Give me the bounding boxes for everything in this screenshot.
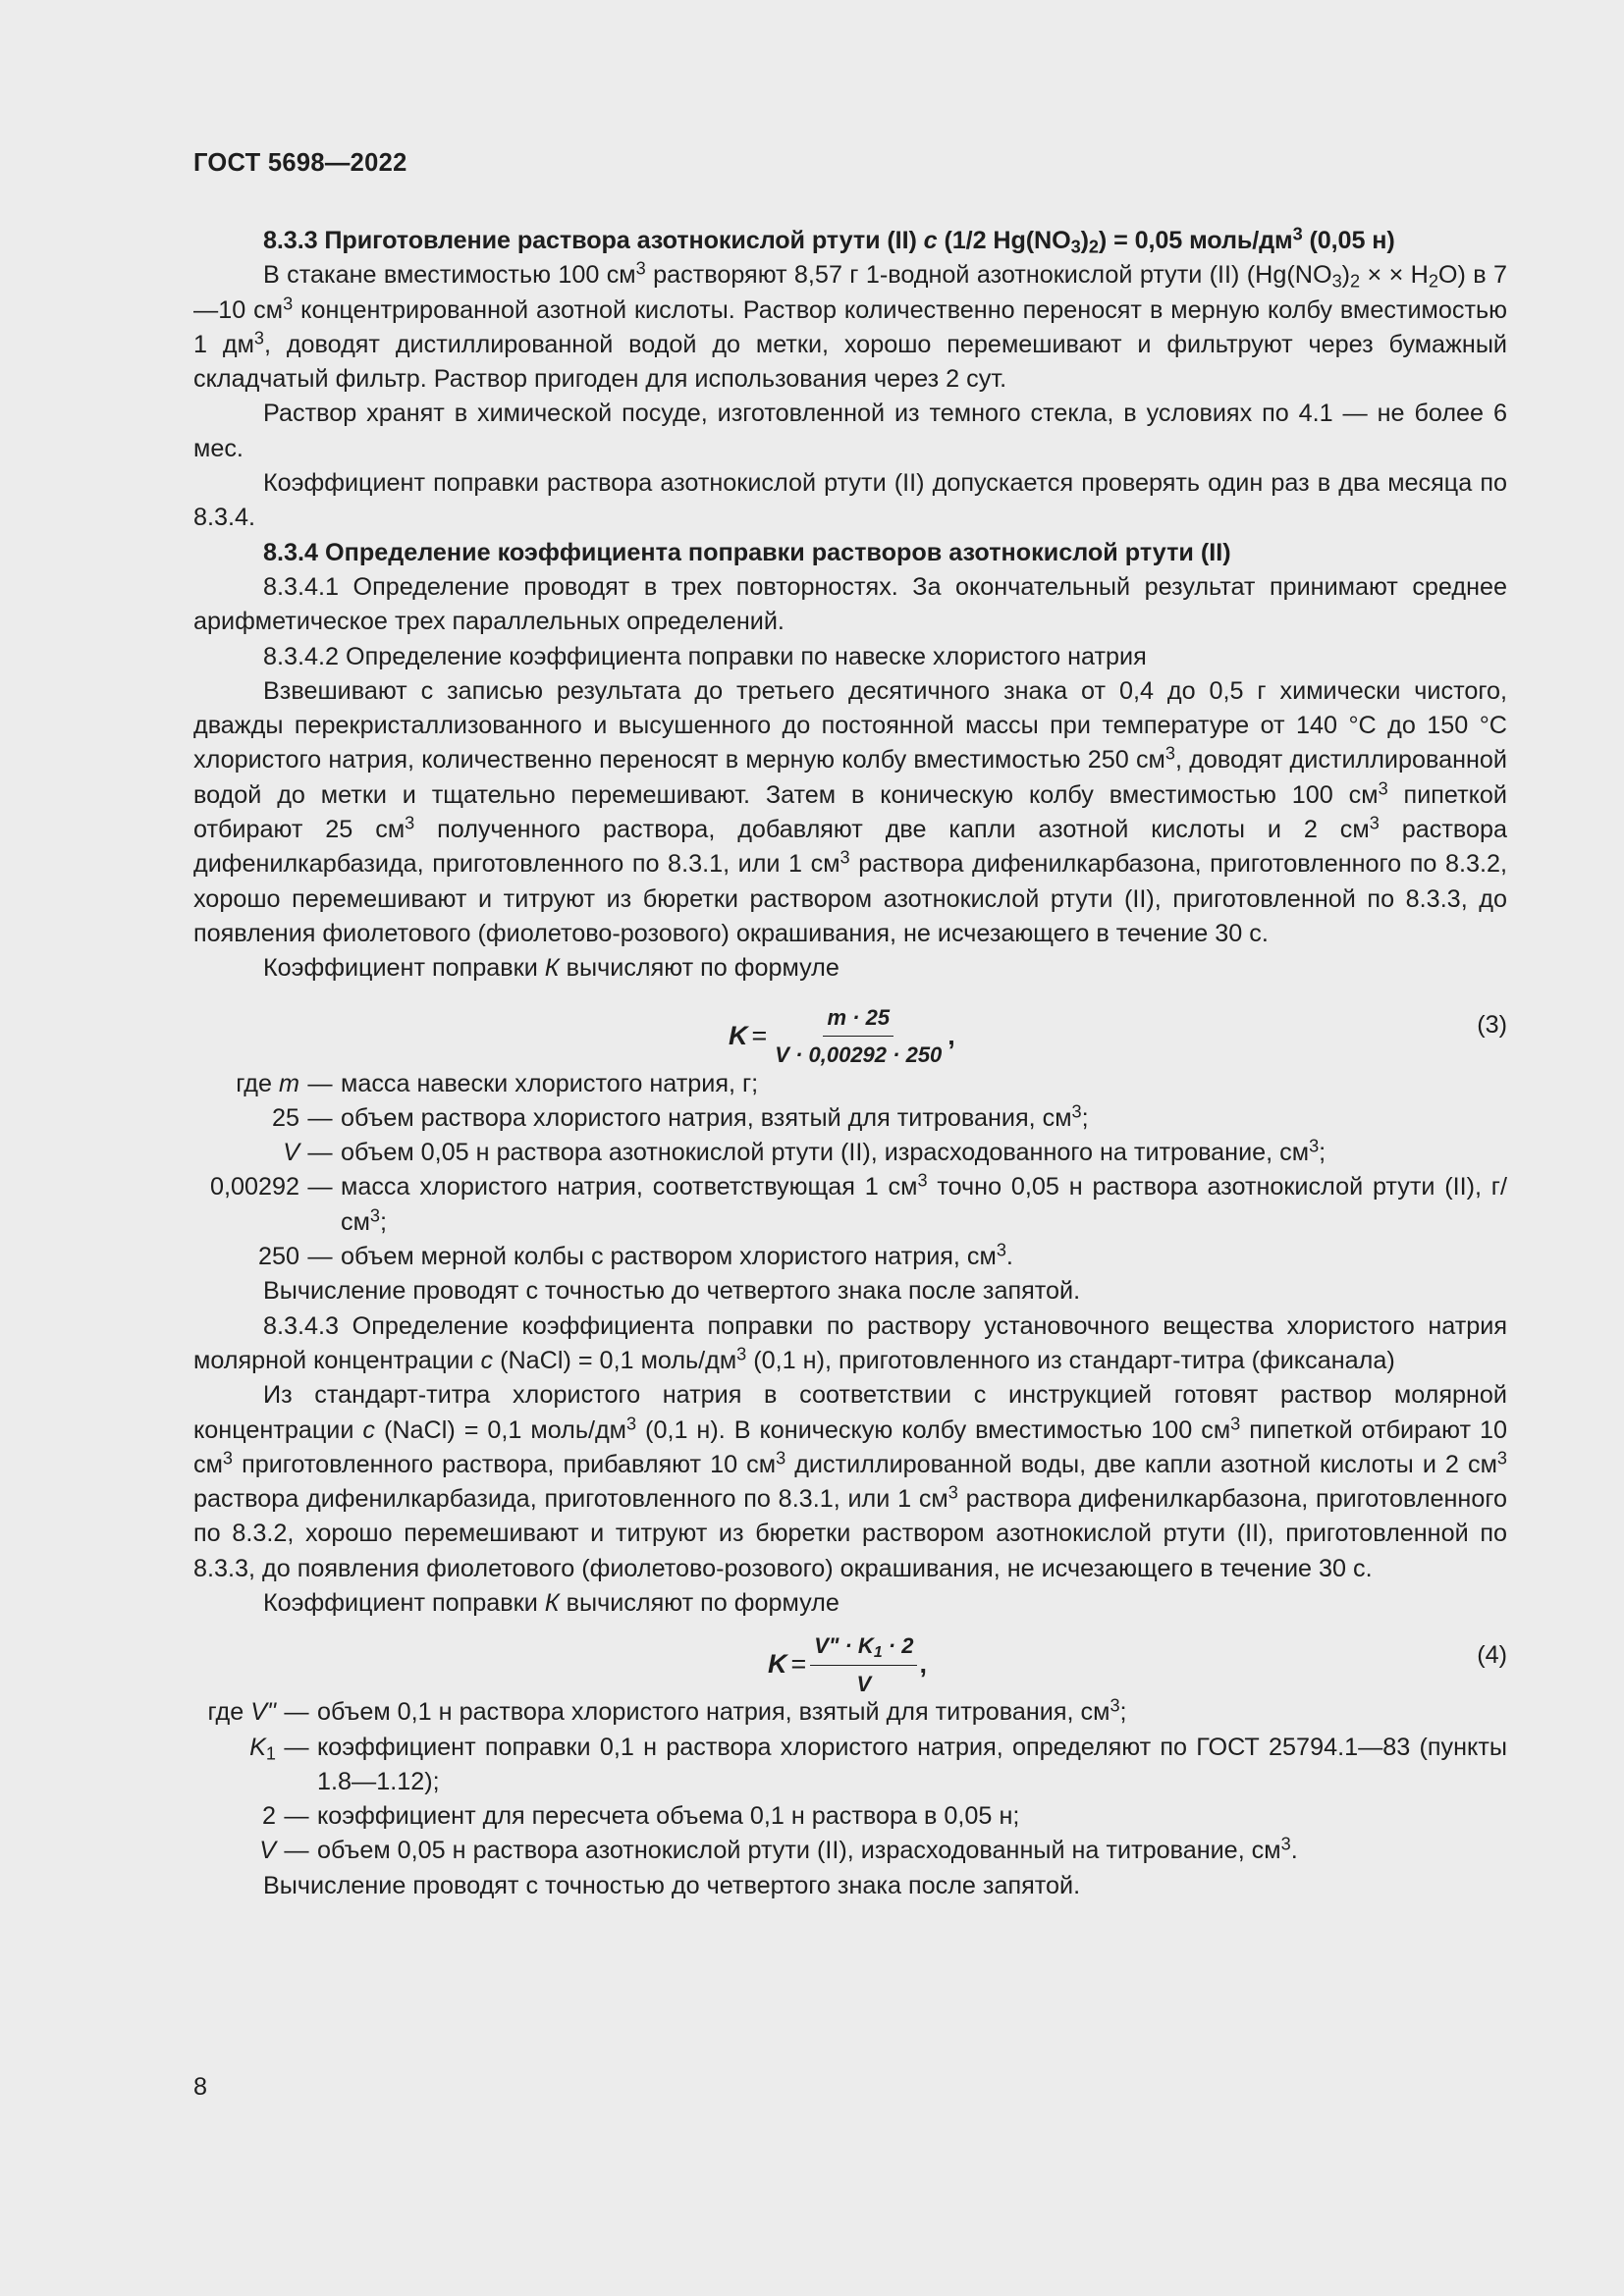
- section-8-3-3-title: 8.3.3 Приготовление раствора азотнокислой ртути (II) c (1/2 $Hg(NO_3)_2) = 0,05$ моль/$дм^3$ (0,05 н): [263, 224, 1395, 257]
- legend-row: 25 — объем раствора хлористого натрия, взятый для титрования, $см^3$;: [271, 1101, 1089, 1132]
- paragraph: Из стандарт-титра хлористого натрия в соответствии с инструкцией готовят раствор молярной концентрации c (NaCl) = 0,1 моль/$дм^3$ (0,1 н). В коническую колбу вместимостью 100 $см^3$ пипеткой отбирают 10 $см^3$ приготовленного раствора, прибавляют 10 $см^3$ дистиллированной воды, две капли азотной кислоты и 2 $см^3$ раствора дифенилкарбазида, приготовленного по 8.3.1, или 1 $см^3$ раствора дифенилкарбазона, приготовленного по 8.3.2, хорошо перемешивают и титруют из бюретки раствором азотнокислой ртути (II), приготовленной по 8.3.3, до появления фиолетового (фиолетово-розового) окрашивания, не исчезающего в течение 30 с.: [193, 1381, 1507, 1582]
- legend-row: где m — масса навески хлористого натрия, г;: [236, 1069, 759, 1097]
- formula-lhs: K: [729, 1020, 748, 1050]
- paragraph: Коэффициент поправки К вычисляют по формуле: [263, 954, 839, 983]
- denominator: V · 0,00292 · 250: [775, 1041, 943, 1067]
- legend-row: 250 — объем мерной колбы с раствором хлористого натрия, $см^3$.: [257, 1240, 1013, 1271]
- paragraph: Взвешивают с записью результата до третьего десятичного знака от 0,4 до 0,5 г химически чистого, дважды перекристаллизованного и высушенного до постоянной массы при температуре от 140 °C до 150 °C хлористого натрия, количественно переносят в мерную колбу вместимостью 250 $см^3$, доводят дистиллированной водой до метки и тщательно перемешивают. Затем в коническую колбу вместимостью 100 $см^3$ пипеткой отбирают 25 $см^3$ полученного раствора, добавляют две капли азотной кислоты и 2 $см^3$ раствора дифенилкарбазида, приготовленного по 8.3.1, или 1 $см^3$ раствора дифенилкарбазона, приготовленного по 8.3.2, хорошо перемешивают и титруют из бюретки раствором азотнокислой ртути (II), приготовленной по 8.3.3, до появления фиолетового (фиолетово-розового) окрашивания, не исчезающего в течение 30 с.: [193, 676, 1508, 947]
- paragraph: В стакане вместимостью 100 $см^3$ растворяют 8,57 г 1-водной азотнокислой ртути (II) ($Hg(NO_3)_2$ × × $H_2O$) в 7—10 $см^3$ концентрированной азотной кислоты. Раствор количественно переносят в мерную колбу вместимостью 1 $дм^3$, доводят дистиллированной водой до метки, хорошо перемешивают и фильтруют через бумажный складчатый фильтр. Раствор пригоден для использования через 2 сут.: [193, 258, 1508, 394]
- denominator: V: [856, 1671, 872, 1696]
- formula-4-legend: [193, 1695, 1507, 1868]
- page-number: 8: [193, 2073, 208, 2101]
- fraction: [771, 1000, 946, 1073]
- numerator: V" · $K_1 \cdot 2$: [810, 1629, 917, 1665]
- legend-row: 2 — коэффициент для пересчета объема 0,1 н раствора в 0,05 н;: [261, 1802, 1020, 1831]
- legend-row: $K_1$ — коэффициент поправки 0,1 н раствора хлористого натрия, определяют по ГОСТ 25794.1—83 (пункты 1.8—1.12);: [249, 1733, 1507, 1795]
- legend-row: 0,00292 — масса хлористого натрия, соответствующая 1 $см^3$ точно 0,05 н раствора азотнокислой ртути (II), $г/см^3$;: [209, 1170, 1507, 1236]
- formula-number: (3): [1477, 1010, 1507, 1039]
- formula-4: [193, 1621, 1507, 1695]
- numerator: m · 25: [823, 1000, 893, 1037]
- legend-row: V — объем 0,05 н раствора азотнокислой ртути (II), израсходованный на титрование, $см^3$.: [259, 1834, 1298, 1865]
- paragraph: Раствор хранят в химической посуде, изготовленной из темного стекла, в условиях по 4.1 — не более 6 мес.: [193, 400, 1507, 462]
- paragraph: 8.3.4.2 Определение коэффициента поправки по навеске хлористого натрия: [263, 642, 1147, 670]
- legend-row: V — объем 0,05 н раствора азотнокислой ртути (II), израсходованного на титрование, $см^3$;: [283, 1136, 1326, 1167]
- formula-3-expression: K = $\frac{m \cdot 25}{V \cdot 0,00292 \cdot 250}$ ,: [729, 1000, 955, 1073]
- document-body: [193, 224, 1507, 1903]
- paragraph: Вычисление проводят с точностью до четвертого знака после запятой.: [263, 1871, 1081, 1899]
- section-8-3-4-title: 8.3.4 Определение коэффициента поправки растворов азотнокислой ртути (II): [263, 538, 1231, 566]
- paragraph: Вычисление проводят с точностью до четвертого знака после запятой.: [263, 1277, 1081, 1306]
- formula-lhs: K: [768, 1649, 787, 1680]
- formula-4-expression: K = $\frac{V" \cdot K_1 \cdot 2}{V}$ ,: [768, 1629, 927, 1701]
- paragraph: Коэффициент поправки К вычисляют по формуле: [263, 1588, 839, 1617]
- document-header: ГОСТ 5698—2022: [193, 149, 407, 177]
- paragraph: 8.3.4.1 Определение проводят в трех повторностях. За окончательный результат принимают среднее арифметическое трех параллельных определений.: [193, 572, 1507, 636]
- paragraph: 8.3.4.3 Определение коэффициента поправки по раствору установочного вещества хлористого натрия молярной концентрации c (NaCl) = 0,1 моль/$дм^3$ (0,1 н), приготовленного из стандарт-титра (фиксанала): [193, 1311, 1507, 1374]
- formula-3: [193, 987, 1507, 1067]
- formula-3-legend: [193, 1067, 1507, 1275]
- formula-number: (4): [1477, 1641, 1507, 1670]
- legend-row: где V" — объем 0,1 н раствора хлористого натрия, взятый для титрования, $см^3$;: [207, 1695, 1127, 1727]
- fraction: [810, 1629, 917, 1701]
- paragraph: Коэффициент поправки раствора азотнокислой ртути (II) допускается проверять один раз в два месяца по 8.3.4.: [193, 469, 1507, 532]
